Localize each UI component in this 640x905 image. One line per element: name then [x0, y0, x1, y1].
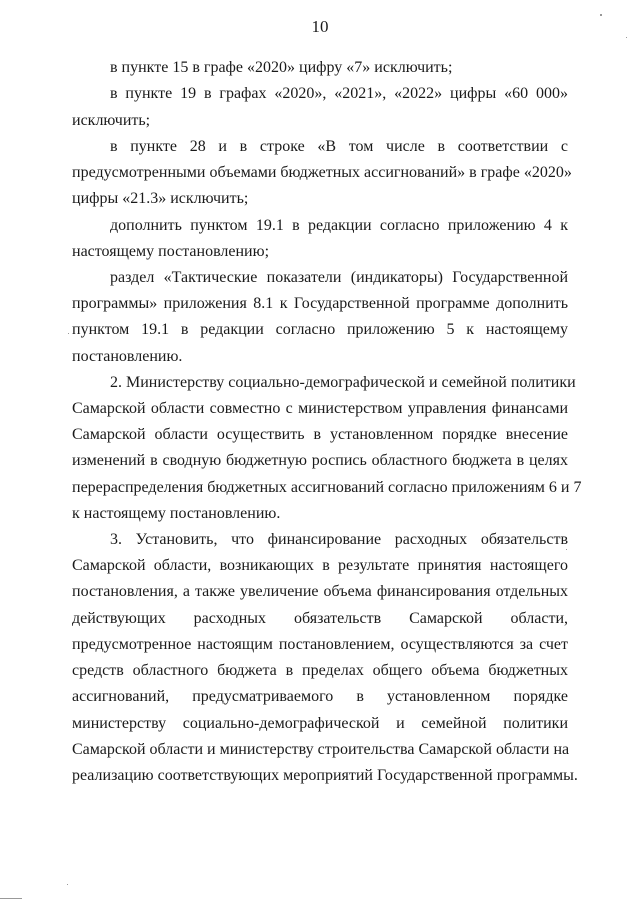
text-line: пунктом 19.1 в редакции согласно приложению 5 к настоящему — [72, 321, 568, 338]
text-line: к настоящему постановлению. — [72, 505, 281, 522]
text-line: Самарской области совместно с министерством управления финансами — [72, 400, 568, 417]
text-line: дополнить пунктом 19.1 в редакции согласно приложению 4 к — [110, 217, 568, 234]
scan-speck — [566, 549, 567, 550]
text-line: Самарской области и министерству строительства Самарской области на — [72, 741, 570, 758]
text-line: средств областного бюджета в пределах общего объема бюджетных — [72, 662, 568, 679]
text-line: в пункте 15 в графе «2020» цифру «7» исключить; — [110, 59, 453, 76]
scan-speck — [626, 37, 627, 38]
text-line: в пункте 28 и в строке «В том числе в соответствии с — [110, 138, 568, 155]
text-line: реализацию соответствующих мероприятий Государственной программы. — [72, 767, 578, 784]
text-line: ассигнований, предусматриваемого в установленном порядке — [72, 688, 568, 705]
text-line: раздел «Тактические показатели (индикаторы) Государственной — [110, 269, 568, 286]
paragraph-2-first-line: 2. Министерству социально-демографической и семейной политики — [110, 374, 576, 391]
text-line: предусмотренными объемами бюджетных ассигнований» в графе «2020» — [72, 164, 572, 181]
text-line: программы» приложения 8.1 к Государственной программе дополнить — [72, 295, 568, 312]
text-line: изменений в сводную бюджетную роспись областного бюджета в целях — [72, 452, 568, 469]
text-line: в пункте 19 в графах «2020», «2021», «2022» цифры «60 000» — [110, 85, 568, 102]
page-number: 10 — [311, 17, 329, 36]
scan-speck — [600, 14, 602, 16]
text-line: предусмотренное настоящим постановлением, осуществляются за счет — [72, 636, 568, 653]
text-line: постановлению. — [72, 348, 183, 365]
scan-speck — [67, 884, 68, 885]
text-line: министерству социально-демографической и семейной политики — [72, 715, 568, 732]
text-line: действующих расходных обязательств Самарской области, — [72, 610, 568, 627]
scan-speck — [68, 333, 69, 334]
text-line: Самарской области осуществить в установленном порядке внесение — [72, 426, 568, 443]
text-line: Самарской области, возникающих в результате принятия настоящего — [72, 557, 568, 574]
text-line: исключить; — [72, 112, 151, 129]
scan-edge-mark — [0, 898, 22, 899]
text-line: перераспределения бюджетных ассигнований согласно приложениям 6 и 7 — [72, 479, 582, 496]
text-line: цифры «21.3» исключить; — [72, 190, 249, 207]
paragraph-3-first-line: 3. Установить, что финансирование расходных обязательств — [110, 531, 568, 548]
text-line: постановления, а также увеличение объема финансирования отдельных — [72, 583, 568, 600]
text-line: настоящему постановлению; — [72, 243, 270, 260]
